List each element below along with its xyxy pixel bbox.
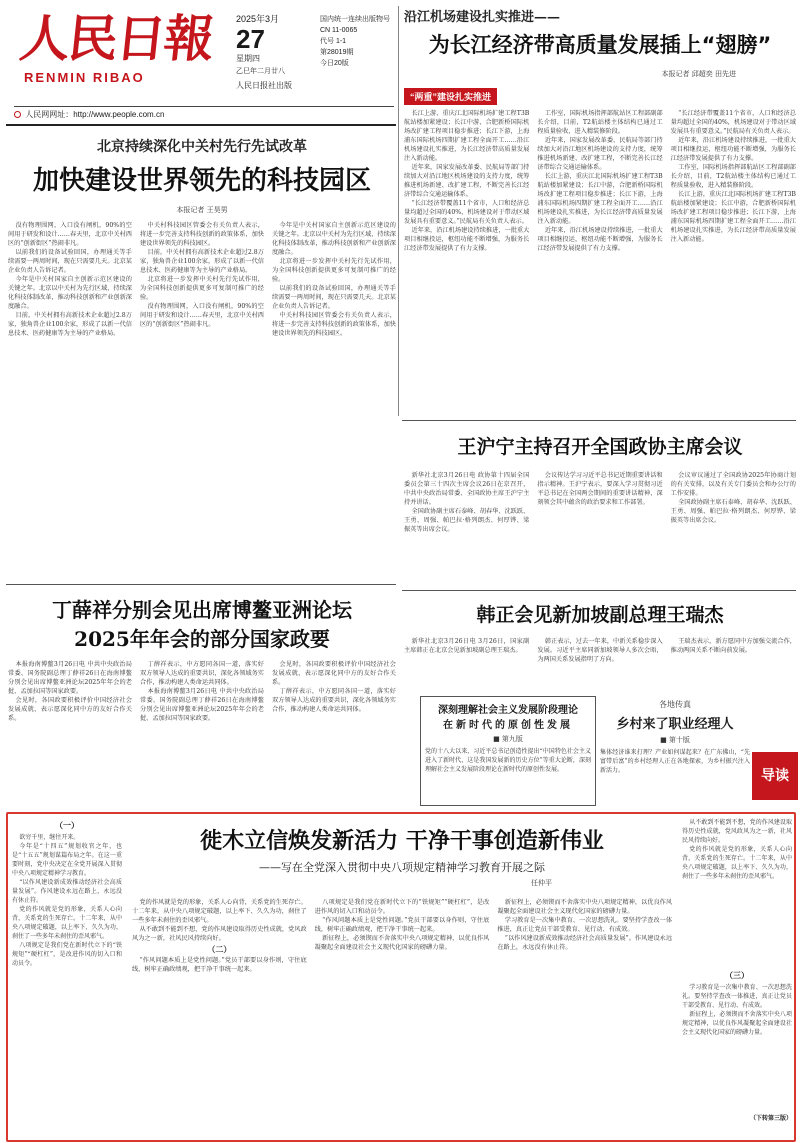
paragraph: 韩正表示，过去一年来，中新关系稳步深入发展。习近平主席同新加坡领导人多次会晤，为两国关系发展指明了方向。 (537, 638, 663, 663)
paragraph: 长江上游，重庆江北国际机场扩建工程T3B航站楼加紧建设；长江中游，合肥新桥国际机场改扩建工程项目稳步推进；长江下游，上海浦东国际机场四期扩建工程全面开工……沿江机场建设扎实推进，为长江经济带高质量发展注入新动能。 (537, 173, 663, 225)
paragraph: 工作室，国际机场指挥部航站区工程部副部长介绍，目前，T2航站楼主体结构已通过工程质量验收，进入精装修阶段。 (537, 110, 663, 135)
paragraph: 全国政协副主席石泰峰、胡春华、沈跃跃、王勇、周强、帕巴拉·格列朗杰、何厚铧、梁振英等出席会议。 (670, 499, 796, 524)
paragraph: 中关村科技园区管委会有关负责人表示，将进一步完善支持科技创新的政策体系，加快建设世界领先的科技园区。 (272, 312, 396, 337)
site-url[interactable]: 人民网网址：http://www.people.com.cn (25, 110, 165, 119)
paragraph: “长江经济带覆盖11个省市，人口和经济总量均超过全国的40%，机场建设对于带动区域发展具有重要意义。”民航局有关负责人表示。 (670, 110, 796, 135)
preview-rural[interactable] (600, 696, 750, 806)
paragraph: 会议审议通过了全国政协2025年协商计划的有关安排，以及有关专门委员会和办公厅的工作安排。 (670, 472, 796, 497)
article-column (497, 898, 672, 1134)
feature-subhead: ——写在全党深入贯彻中央八项规定精神学习教育开展之际 (259, 861, 545, 874)
publication-codes (320, 14, 406, 69)
article-column (8, 660, 132, 800)
article-column (12, 833, 122, 1123)
paragraph: 学习教育是一次集中教育、一次思想洗礼。要坚持学查改一体推进，真正让党员干部受教育、见行动、有成效。 (497, 917, 673, 933)
paragraph: 以前我们的设备试验回国，办理通关等手续需要一两周时间，现在只需要几天。北京某企业负责人告诉记者。 (272, 285, 396, 310)
paragraph: 新华社北京3月26日电 3月26日，国家副主席韩正在北京会见新加坡副总理王瑞杰。 (404, 638, 530, 654)
paragraph: 八项规定是我们党在新时代立下的“铁规矩”“硬杠杠”，是改进作风的切入口和动员令。 (12, 942, 122, 967)
preview-title: 深刻理解社会主义发展阶段理论 (438, 705, 578, 716)
guide-badge: 导读 (752, 752, 798, 800)
paragraph: 近年来，沿江机场建设持续推进，一批重大项目相继投运，枢纽功能不断增强，为服务长江经济带发展提供了有力支撑。 (537, 227, 663, 252)
preview-page: ■ 第十版 (660, 736, 690, 744)
article-headline: 王沪宁主持召开全国政协主席会议 (457, 436, 743, 458)
article-column (537, 637, 662, 687)
article-column (682, 818, 792, 968)
paragraph: “作风问题本质上是党性问题。”党员干部要以身作则，守住底线，树牢正确政绩观，把干净干事统一起来。 (314, 917, 490, 933)
preview-title-line2: 在新时代的原创性发展 (443, 720, 573, 731)
paragraph: 丁薛祥表示，中方愿同各国一道，落实好双方领导人达成的重要共识，深化各领域务实合作，推动构建人类命运共同体。 (272, 688, 396, 713)
date-box (236, 12, 318, 112)
paragraph: 近年来，国家发展改革委、民航局等部门持续加大对沿江地区机场建设的支持力度，统筹推进机场新建、改扩建工程，不断完善长江经济带综合交通运输体系。 (537, 137, 663, 171)
column-divider (398, 6, 399, 416)
code-line: 第28019期 (320, 49, 354, 56)
paragraph: 全国政协副主席石泰峰、胡春华、沈跃跃、王勇、周强、帕巴拉·格列朗杰、何厚铧、梁振英等出席会议。 (404, 508, 530, 533)
weekday: 星期四 (236, 54, 260, 63)
section-rule (6, 584, 396, 585)
date-year-month: 2025年3月 (236, 14, 280, 24)
paragraph: 目前，中关村拥有高新技术企业超过2.8万家，独角兽企业100余家，形成了以新一代信息技术、医药健康等为主导的产业格局。 (140, 249, 264, 274)
paragraph: 党的作风就是党的形象，关系人心向背，关系党的生死存亡。十二年来，从中央八项规定破题，以上率下、久久为功，刹住了一些多年未刹住的歪风邪气。 (132, 899, 307, 924)
article-column (404, 109, 529, 394)
article-headline: 韩正会见新加坡副总理王瑞杰 (476, 604, 724, 626)
paragraph: 今年是“十四五”规划收官之年，也是“十五五”规划谋篇布局之年。在这一重要时刻，党中央决定在全党开展深入贯彻中央八项规定精神学习教育。 (12, 843, 122, 877)
paragraph: 新征程上，必须锲而不舍落实中央八项规定精神，以优良作风凝聚起全面建设社会主义现代化国家的磅礴力量。 (497, 899, 673, 915)
paragraph: 长江上游，重庆江北国际机场扩建工程T3B航站楼加紧建设；长江中游，合肥新桥国际机场改扩建工程项目稳步推进；长江下游，上海浦东国际机场四期扩建工程全面开工……沿江机场建设扎实推进，为长江经济带高质量发展注入新动能。 (404, 110, 530, 162)
paragraph: 今年是中关村国家自主创新示范区建设的关键之年。北京以中关村为先行区域，持续深化科技体制改革，推动科技创新和产业创新深度融合。 (8, 276, 132, 310)
article-column (682, 983, 792, 1113)
article-column (272, 660, 396, 800)
paragraph: 新征程上，必须锲而不舍落实中央八项规定精神，以优良作风凝聚起全面建设社会主义现代化国家的磅礴力量。 (682, 1011, 792, 1036)
paragraph: 会见时，各国政要积极评价中国经济社会发展成就，表示愿深化同中方的友好合作关系。 (8, 697, 132, 722)
preview-page: ■ 第九版 (493, 735, 523, 743)
paragraph: 近年来，沿江机场建设持续推进，一批重大项目相继投运，枢纽功能不断增强，为服务长江经济带发展提供了有力支撑。 (404, 227, 530, 252)
topic-tag: “两重”建设扎实推进 (404, 88, 497, 105)
newspaper-logo: 人民日報 (16, 9, 216, 68)
paragraph: 王瑞杰表示，新方愿同中方加强交流合作，推动两国关系不断向前发展。 (670, 638, 796, 654)
paragraph: 学习教育是一次集中教育、一次思想洗礼。要坚持学查改一体推进，真正让党员干部受教育、见行动、有成效。 (682, 984, 792, 1009)
code-line: 国内统一连续出版物号 (320, 16, 390, 23)
paragraph: 党的作风就是党的形象，关系人心向背，关系党的生死存亡。十二年来，从中央八项规定破题，以上率下、久久为功，刹住了一些多年未刹住的歪风邪气。 (12, 906, 122, 940)
preview-kicker: 各地传真 (659, 700, 691, 709)
paragraph: 北京将进一步发挥中关村先行先试作用，为全国科技创新提供更多可复制可推广的经验。 (272, 258, 396, 283)
paragraph: 以前我们的设备试验回国，办理通关等手续需要一两周时间，现在只需要几天。北京某企业负责人告诉记者。 (8, 249, 132, 274)
article-column (671, 471, 796, 571)
paragraph: “以作风建设新成效推动经济社会高质量发展”。作风建设永远在路上，永远没有休止符。 (497, 935, 673, 951)
article-byline: 本报记者 王昊男 (176, 206, 228, 214)
paragraph: 党的作风就是党的形象，关系人心向背，关系党的生死存亡。十二年来，从中央八项规定破题，以上率下、久久为功，刹住了一些多年未刹住的歪风邪气。 (682, 846, 792, 880)
article-column (8, 221, 132, 491)
article-feature-commentary (12, 818, 792, 1138)
paragraph: 近年来，沿江机场建设持续推进，一批重大项目相继投运，枢纽功能不断增强，为服务长江经济带发展提供了有力支撑。 (670, 137, 796, 162)
paragraph: 长江上游，重庆江北国际机场扩建工程T3B航站楼加紧建设；长江中游，合肥新桥国际机场改扩建工程项目稳步推进；长江下游，上海浦东国际机场四期扩建工程全面开工……沿江机场建设扎实推进，为长江经济带高质量发展注入新动能。 (670, 191, 796, 243)
paragraph: 工作室，国际机场指挥部航站区工程部副部长介绍，目前，T2航站楼主体结构已通过工程质量验收，进入精装修阶段。 (670, 164, 796, 189)
publisher: 人民日报社出版 (236, 81, 292, 90)
article-column (132, 898, 307, 1134)
code-line: 代号 1-1 (320, 38, 347, 45)
paragraph: “长江经济带覆盖11个省市，人口和经济总量均超过全国的40%，机场建设对于带动区域发展具有重要意义。”民航局有关负责人表示。 (404, 200, 530, 225)
continued-note[interactable]: （下转第三版） (749, 1115, 792, 1122)
feature-headline: 徙木立信焕发新活力 干净干事创造新伟业 (200, 829, 604, 854)
article-column (671, 637, 796, 687)
paragraph: 从不敢到不能到不想，党的作风建设取得历史性成就，党风政风为之一新，社风民风持续向好。 (682, 819, 792, 844)
preview-theory[interactable] (420, 696, 596, 806)
article-column (404, 637, 529, 687)
article-airport (404, 6, 796, 416)
section-rule (402, 590, 796, 591)
article-headline: 丁薛祥分别会见出席博鳌亚洲论坛 (52, 598, 352, 622)
section-number: （二） (207, 944, 232, 954)
article-column (315, 898, 490, 1134)
article-column (140, 660, 264, 800)
paragraph: 没有物理围网，入口没有闸机，90%的空间用于研发和设计……春天里，北京中关村西区的“创新街区”热闹非凡。 (8, 222, 132, 247)
masthead (14, 8, 394, 88)
article-column (140, 221, 264, 491)
logo-pinyin: RENMIN RIBAO (24, 70, 145, 85)
paragraph: 今年是中关村国家自主创新示范区建设的关键之年。北京以中关村为先行区域，持续深化科技体制改革，推动科技创新和产业创新深度融合。 (272, 222, 396, 256)
article-ding-xuexiang (8, 590, 396, 808)
paragraph: 没有物理围网，入口没有闸机，90%的空间用于研发和设计……春天里，北京中关村西区的“创新街区”热闹非凡。 (140, 303, 264, 328)
code-line: 今日20版 (320, 60, 349, 67)
paragraph: “以作风建设新成效推动经济社会高质量发展”。作风建设永远在路上，永远没有休止符。 (12, 879, 122, 904)
paragraph: “作风问题本质上是党性问题。”党员干部要以身作则，守住底线，树牢正确政绩观，把干净干事统一起来。 (132, 957, 307, 973)
section-number: （三） (725, 970, 749, 980)
paragraph: 丁薛祥表示，中方愿同各国一道，落实好双方领导人达成的重要共识，深化各领域务实合作，推动构建人类命运共同体。 (140, 661, 264, 686)
paragraph: 欲穷千里，继往开来。 (19, 834, 80, 841)
section-rule (6, 124, 396, 126)
article-headline-line2: 2025年年会的部分国家政要 (74, 627, 330, 651)
paragraph: 本报海南博鳌3月26日电 中共中央政治局常委、国务院副总理丁薛祥26日在海南博鳌分别会见出席博鳌亚洲论坛2025年年会的老挝、孟加拉国等国家政要。 (140, 688, 264, 722)
article-wang-huning (404, 424, 796, 584)
article-column (272, 221, 396, 491)
article-column (671, 109, 796, 394)
paragraph: 会议传达学习习近平总书记近期重要讲话和指示精神。王沪宁表示，要深入学习贯彻习近平总书记在全国两会期间的重要讲话精神，深刻领会其中蕴含的政治要求和工作部署。 (537, 472, 663, 506)
date-day: 27 (236, 24, 265, 54)
preview-text: 集体经济谁来打理？产业如何谋起来？在广东佛山，“先富带后富”的乡村经理人正在各地探索，为乡村振兴注入新活力。 (600, 749, 750, 774)
article-byline: 本报记者 邱超奕 田先进 (661, 70, 736, 78)
paragraph: 会见时，各国政要积极评价中国经济社会发展成就，表示愿深化同中方的友好合作关系。 (272, 661, 396, 686)
article-kicker: 北京持续深化中关村先行先试改革 (97, 139, 307, 155)
code-line: CN 11-0065 (320, 27, 358, 34)
article-headline: 加快建设世界领先的科技园区 (32, 166, 371, 196)
article-column (404, 471, 529, 571)
section-number: （一） (55, 820, 79, 830)
paragraph: 本报海南博鳌3月26日电 中共中央政治局常委、国务院副总理丁薛祥26日在海南博鳌分别会见出席博鳌亚洲论坛2025年年会的老挝、孟加拉国等国家政要。 (8, 661, 132, 695)
globe-icon (14, 111, 21, 118)
article-column (537, 109, 662, 394)
paragraph: 中关村科技园区管委会有关负责人表示，将进一步完善支持科技创新的政策体系，加快建设世界领先的科技园区。 (140, 222, 264, 247)
site-bar (14, 106, 394, 120)
preview-title: 乡村来了职业经理人 (616, 717, 734, 732)
paragraph: 北京将进一步发挥中关村先行先试作用，为全国科技创新提供更多可复制可推广的经验。 (140, 276, 264, 301)
feature-byline: 任仲平 (531, 879, 552, 887)
paragraph: 目前，中关村拥有高新技术企业超过2.8万家，独角兽企业100余家，形成了以新一代信息技术、医药健康等为主导的产业格局。 (8, 312, 132, 337)
article-han-zheng (404, 594, 796, 690)
paragraph: 从不敢到不能到不想，党的作风建设取得历史性成就，党风政风为之一新，社风民风持续向好。 (132, 926, 307, 942)
paragraph: 近年来，国家发展改革委、民航局等部门持续加大对沿江地区机场建设的支持力度，统筹推进机场新建、改扩建工程，不断完善长江经济带综合交通运输体系。 (404, 164, 530, 198)
paragraph: 新征程上，必须锲而不舍落实中央八项规定精神，以优良作风凝聚起全面建设社会主义现代化国家的磅礴力量。 (314, 935, 490, 951)
article-kicker: 沿江机场建设扎实推进—— (404, 10, 561, 25)
preview-text: 党的十八大以来，习近平总书记创造性提出“中国特色社会主义进入了新时代，这是我国发展新的历史方位”等重大论断，深刻理解社会主义发展阶段理论在新时代的原创性发展。 (425, 748, 591, 773)
paragraph: 新华社北京3月26日电 政协第十四届全国委员会第三十四次主席会议26日在京召开，中共中央政治局常委、全国政协主席王沪宁主持并讲话。 (404, 472, 530, 506)
article-headline: 为长江经济带高质量发展插上“翅膀” (428, 33, 772, 57)
article-zhongguancun (8, 130, 396, 500)
article-column (537, 471, 662, 571)
paragraph: 八项规定是我们党在新时代立下的“铁规矩”“硬杠杠”，是改进作风的切入口和动员令。 (314, 899, 490, 915)
lunar-date: 乙巳年二月廿八 (236, 68, 285, 75)
section-rule (402, 420, 796, 421)
